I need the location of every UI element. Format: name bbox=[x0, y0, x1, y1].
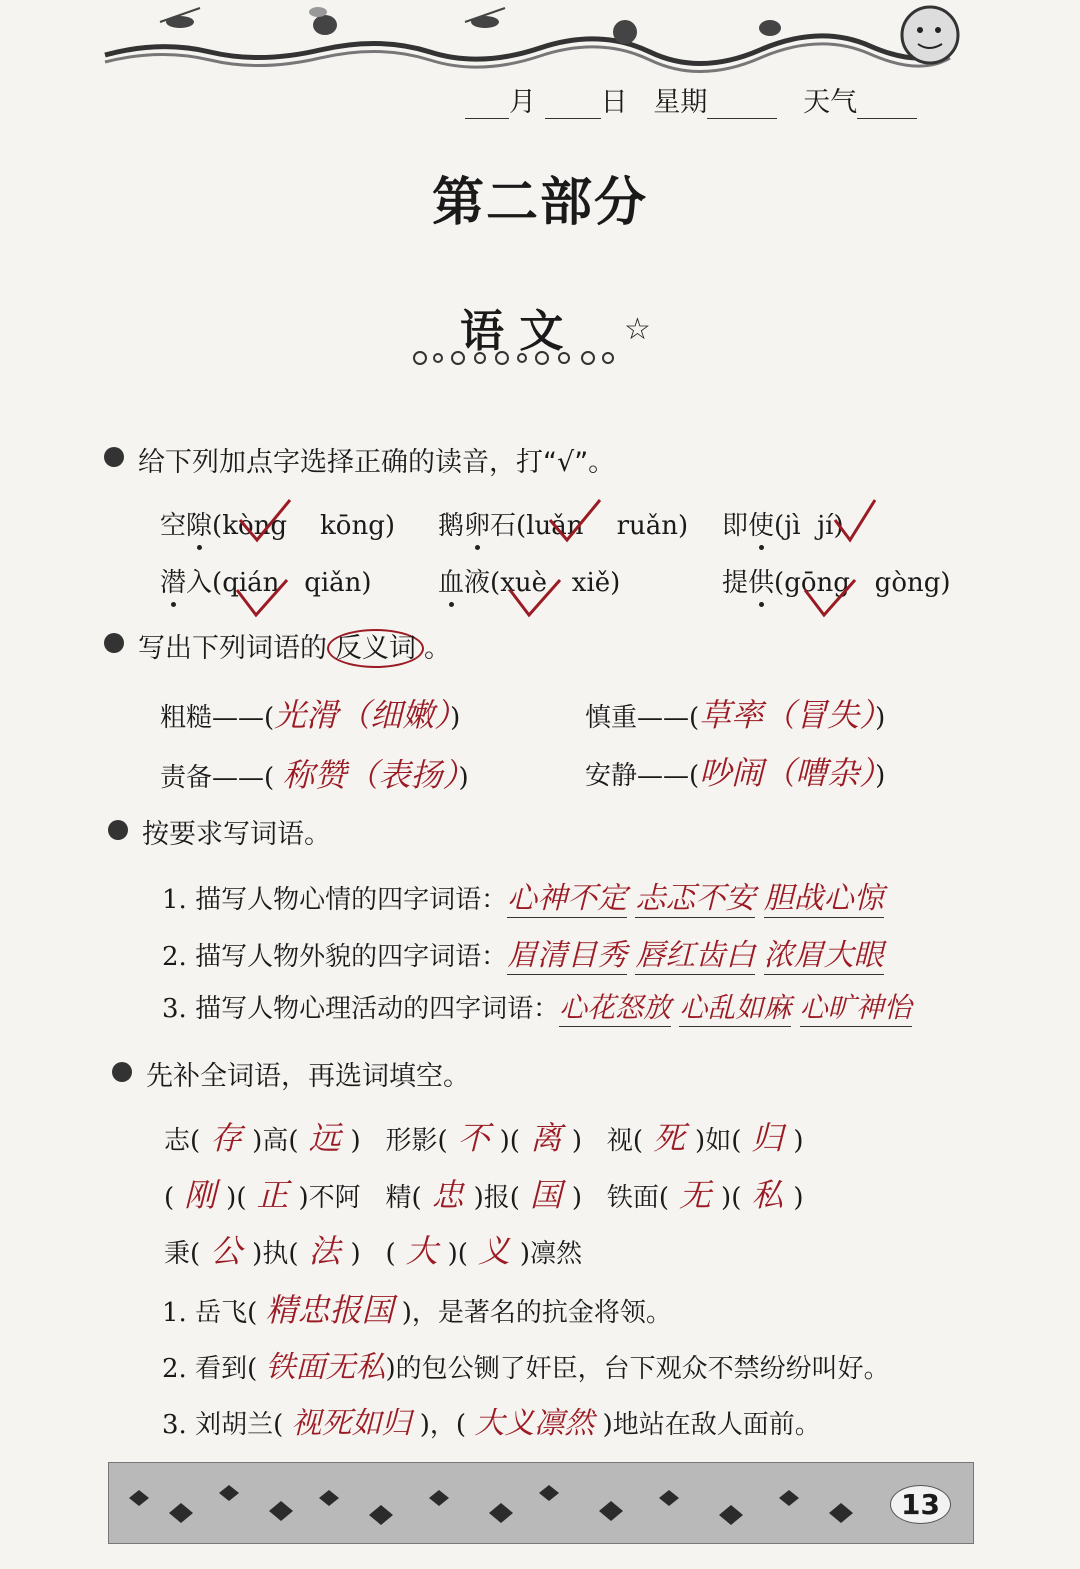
handwritten-answer[interactable]: 无 bbox=[679, 1176, 712, 1214]
section-bullet bbox=[104, 633, 124, 653]
handwritten-answer[interactable]: 公 bbox=[210, 1232, 243, 1270]
sentence-text: 1. 岳飞( bbox=[162, 1298, 258, 1328]
dotted-char: 隙 bbox=[186, 505, 212, 542]
question-text: 1. 描写人物心情的四字词语： bbox=[162, 885, 508, 915]
dotted-char: 使 bbox=[748, 505, 774, 542]
pinyin-option[interactable]: jí bbox=[817, 511, 834, 541]
pinyin-option[interactable]: jì bbox=[784, 511, 801, 541]
pinyin-row-1c: 即使(jì jí) bbox=[722, 505, 844, 542]
word-char: 即 bbox=[722, 511, 749, 541]
word-char: 石 bbox=[490, 511, 517, 541]
subject-title: 语 文 bbox=[460, 306, 564, 357]
sentence-text: )地站在敌人面前。 bbox=[602, 1410, 821, 1440]
check-mark-icon bbox=[505, 575, 565, 620]
handwritten-answer[interactable]: 称赞（表扬） bbox=[282, 756, 459, 794]
idiom-text: 形影( bbox=[385, 1126, 448, 1156]
page-number: 13 bbox=[890, 1485, 951, 1524]
handwritten-answer[interactable]: 胆战心惊 bbox=[764, 873, 884, 918]
handwritten-answer[interactable]: 视死如归 bbox=[291, 1406, 412, 1441]
handwritten-answer[interactable]: 大义凛然 bbox=[474, 1406, 595, 1441]
antonym-item bbox=[585, 748, 885, 794]
idiom-text: )( bbox=[226, 1183, 247, 1213]
pinyin-row-1: 空隙(kòng kōng) bbox=[160, 505, 395, 542]
idiom-text: ) bbox=[571, 1183, 583, 1213]
idiom-text: )报( bbox=[473, 1183, 520, 1213]
handwritten-answer[interactable]: 死 bbox=[653, 1119, 686, 1157]
word-question bbox=[162, 930, 884, 975]
pinyin-option[interactable]: kòng bbox=[222, 511, 287, 541]
idiom-text: )( bbox=[447, 1239, 468, 1269]
instruction-text: 。 bbox=[424, 633, 451, 664]
handwritten-answer[interactable]: 草率（冒失） bbox=[699, 696, 876, 734]
section-bullet bbox=[112, 1062, 132, 1082]
handwritten-answer[interactable]: 心乱如麻 bbox=[679, 986, 791, 1027]
fill-sentence bbox=[162, 1285, 672, 1331]
idiom-text: ( bbox=[385, 1239, 396, 1269]
pinyin-option[interactable]: gōng bbox=[784, 568, 850, 598]
idiom-fill-row bbox=[164, 1226, 582, 1272]
word-char: 提 bbox=[722, 568, 749, 598]
idiom-text: )凛然 bbox=[519, 1239, 583, 1269]
antonym-item bbox=[160, 690, 460, 736]
antonym-word: 慎重——( bbox=[585, 703, 700, 733]
handwritten-answer[interactable]: 义 bbox=[477, 1232, 510, 1270]
pinyin-row-2c: 提供(gōng gòng) bbox=[722, 562, 951, 599]
idiom-text: 铁面( bbox=[606, 1183, 670, 1213]
idiom-text: 秉( bbox=[164, 1239, 201, 1269]
antonym-item bbox=[585, 690, 885, 736]
idiom-text: )执( bbox=[252, 1239, 299, 1269]
handwritten-answer[interactable]: 心旷神怡 bbox=[800, 986, 912, 1027]
pinyin-option[interactable]: gòng bbox=[874, 568, 941, 598]
handwritten-answer[interactable]: 浓眉大眼 bbox=[764, 930, 884, 975]
handwritten-answer[interactable]: 忐忑不安 bbox=[635, 873, 755, 918]
handwritten-answer[interactable]: 归 bbox=[751, 1119, 784, 1157]
check-mark-icon bbox=[830, 495, 880, 545]
word-char: 入 bbox=[186, 568, 213, 598]
fill-sentence bbox=[162, 1342, 890, 1386]
paren: ) bbox=[458, 763, 469, 793]
idiom-text: ) bbox=[793, 1126, 804, 1156]
idiom-text: )如( bbox=[695, 1126, 742, 1156]
star-icon: ☆ bbox=[624, 312, 651, 347]
instruction-text: 写出下列词语的 bbox=[138, 633, 327, 664]
handwritten-answer[interactable]: 国 bbox=[529, 1176, 562, 1214]
paren: ) bbox=[875, 761, 886, 791]
day-blank[interactable] bbox=[545, 87, 601, 119]
section4-instruction: 先补全词语，再选词填空。 bbox=[146, 1061, 470, 1092]
word-char: 液 bbox=[464, 568, 491, 598]
fill-sentence bbox=[162, 1398, 821, 1442]
antonym-item bbox=[160, 750, 469, 796]
date-header bbox=[465, 80, 917, 119]
month-blank[interactable] bbox=[465, 87, 509, 119]
month-label: 月 bbox=[509, 87, 536, 118]
paren: ) bbox=[450, 703, 461, 733]
handwritten-answer[interactable]: 法 bbox=[308, 1232, 341, 1270]
weather-blank[interactable] bbox=[857, 87, 917, 119]
handwritten-answer[interactable]: 光滑（细嫩） bbox=[274, 696, 451, 734]
idiom-text: )( bbox=[499, 1126, 520, 1156]
idiom-text: ) bbox=[571, 1126, 583, 1156]
handwritten-answer[interactable]: 不 bbox=[457, 1119, 490, 1157]
paren: ) bbox=[875, 703, 886, 733]
question-text: 2. 描写人物外貌的四字词语： bbox=[162, 942, 508, 972]
section-bullet bbox=[108, 820, 128, 840]
antonym-word: 粗糙——( bbox=[160, 703, 275, 733]
handwritten-answer[interactable]: 眉清目秀 bbox=[507, 930, 627, 975]
pinyin-row-2: 潜入(qián qiǎn) bbox=[160, 562, 372, 599]
handwritten-answer[interactable]: 大 bbox=[405, 1232, 438, 1270]
sentence-text: 3. 刘胡兰( bbox=[162, 1410, 284, 1440]
pinyin-option[interactable]: luǎn bbox=[526, 511, 584, 541]
word-question bbox=[162, 873, 884, 918]
antonym-word: 责备——( bbox=[160, 763, 275, 793]
handwritten-answer[interactable]: 远 bbox=[308, 1119, 341, 1157]
idiom-fill-row bbox=[164, 1170, 828, 1216]
section-bullet bbox=[104, 447, 124, 467]
handwritten-answer[interactable]: 吵闹（嘈杂） bbox=[699, 754, 876, 792]
handwritten-answer[interactable]: 心神不定 bbox=[507, 873, 627, 918]
idiom-text: ) bbox=[350, 1239, 361, 1269]
handwritten-answer[interactable]: 离 bbox=[529, 1119, 562, 1157]
page-title: 第二部分 bbox=[432, 173, 649, 233]
idiom-text: 视( bbox=[606, 1126, 644, 1156]
leaf-decoration bbox=[109, 1463, 973, 1543]
pinyin-option[interactable]: qiǎn bbox=[304, 568, 362, 598]
section3-instruction: 按要求写词语。 bbox=[142, 819, 331, 850]
week-label: 星期 bbox=[653, 87, 708, 118]
sentence-text: )，是著名的抗金将领。 bbox=[401, 1298, 672, 1328]
idiom-text: )( bbox=[721, 1183, 742, 1213]
section2-instruction bbox=[138, 626, 451, 665]
weather-label: 天气 bbox=[803, 87, 858, 118]
handwritten-answer[interactable]: 存 bbox=[210, 1119, 243, 1157]
dotted-char: 潜 bbox=[160, 562, 186, 599]
handwritten-answer[interactable]: 刚 bbox=[184, 1176, 217, 1214]
check-mark-icon bbox=[235, 495, 295, 545]
dotted-char: 供 bbox=[748, 562, 774, 599]
day-label: 日 bbox=[600, 87, 628, 118]
sun-face-icon bbox=[902, 7, 958, 63]
antonym-word: 安静——( bbox=[585, 761, 700, 791]
handwritten-answer[interactable]: 忠 bbox=[431, 1176, 464, 1214]
sentence-text: )，( bbox=[419, 1410, 467, 1440]
handwritten-answer[interactable]: 唇红齿白 bbox=[635, 930, 755, 975]
sentence-text: )的包公铡了奸臣，台下观众不禁纷纷叫好。 bbox=[385, 1354, 890, 1384]
idiom-text: ) bbox=[793, 1183, 804, 1213]
pinyin-row-1b: 鹅卵石(luǎn ruǎn) bbox=[438, 505, 688, 542]
question-text: 3. 描写人物心理活动的四字词语： bbox=[162, 994, 560, 1024]
beads-decoration bbox=[410, 346, 620, 370]
idiom-text: ( bbox=[164, 1183, 175, 1213]
idiom-text: )不阿 bbox=[298, 1183, 361, 1213]
pinyin-row-2b: 血液(xuè xiě) bbox=[438, 562, 620, 599]
check-mark-icon bbox=[545, 495, 605, 545]
check-mark-icon bbox=[232, 575, 292, 620]
handwritten-answer[interactable]: 私 bbox=[751, 1176, 784, 1214]
pinyin-option[interactable]: kōng bbox=[320, 511, 385, 541]
pinyin-option[interactable]: xiě bbox=[571, 568, 611, 598]
pinyin-option[interactable]: xuè bbox=[500, 568, 547, 598]
handwritten-answer[interactable]: 正 bbox=[256, 1176, 289, 1214]
section1-instruction: 给下列加点字选择正确的读音，打“√”。 bbox=[138, 447, 616, 478]
check-mark-icon bbox=[800, 575, 860, 620]
sentence-text: 2. 看到( bbox=[162, 1354, 258, 1384]
word-question bbox=[162, 986, 912, 1027]
footer-band bbox=[108, 1462, 974, 1544]
pinyin-option[interactable]: ruǎn bbox=[616, 511, 678, 541]
dotted-char: 血 bbox=[438, 562, 464, 599]
idiom-text: ) bbox=[350, 1126, 361, 1156]
word-char: 鹅 bbox=[438, 511, 465, 541]
idiom-text: 志( bbox=[164, 1126, 201, 1156]
top-decoration bbox=[100, 0, 980, 80]
pinyin-option[interactable]: qián bbox=[222, 568, 280, 598]
handwritten-answer[interactable]: 精忠报国 bbox=[265, 1291, 394, 1329]
circled-word: 反义词 bbox=[327, 629, 424, 668]
idiom-fill-row bbox=[164, 1113, 828, 1159]
handwritten-answer[interactable]: 心花怒放 bbox=[559, 986, 671, 1027]
dotted-char: 卵 bbox=[464, 505, 490, 542]
week-blank[interactable] bbox=[707, 87, 777, 119]
handwritten-answer[interactable]: 铁面无私 bbox=[265, 1350, 386, 1385]
word-char: 空 bbox=[160, 511, 187, 541]
idiom-text: )高( bbox=[252, 1126, 299, 1156]
idiom-text: 精( bbox=[385, 1183, 422, 1213]
